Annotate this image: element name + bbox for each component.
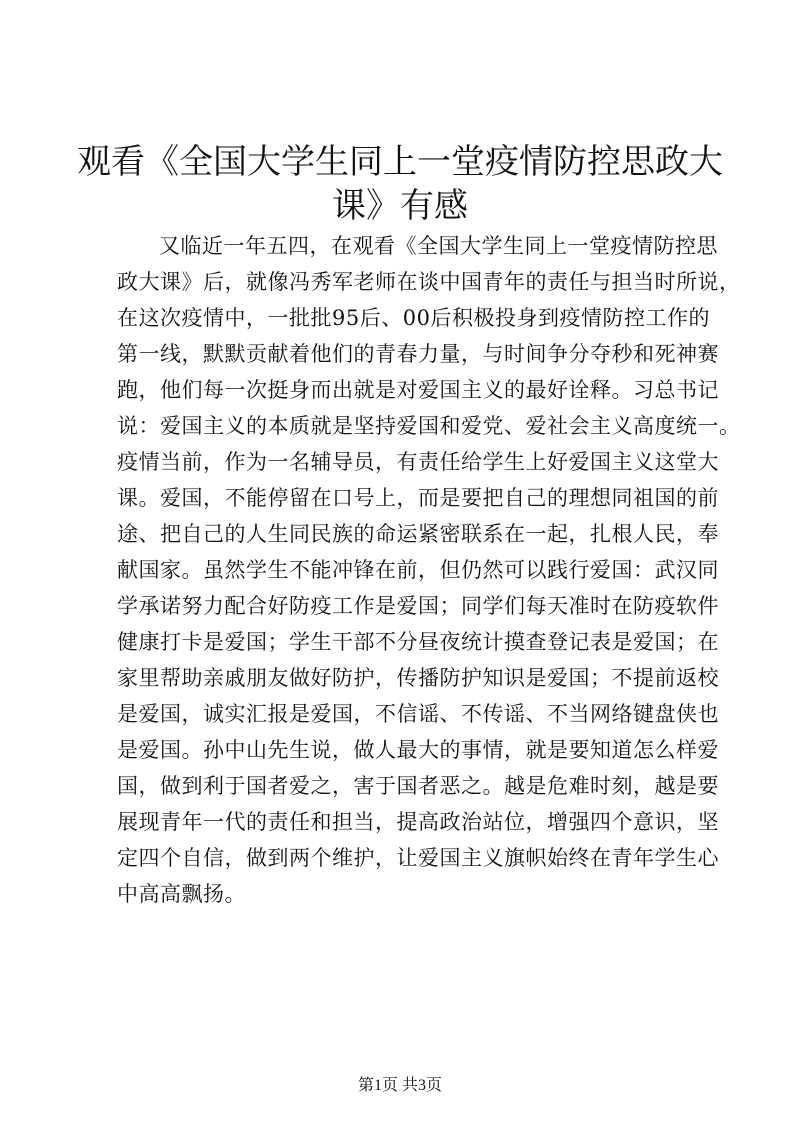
body-line: 第一线，默默贡献着他们的青春力量，与时间争分夺秒和死神赛 (117, 342, 719, 366)
body-line: 课。爱国，不能停留在口号上，而是要把自己的理想同祖国的前 (117, 486, 719, 510)
title-line: 观看《全国大学生同上一堂疫情防控思政大 (77, 142, 723, 182)
page-number-footer: 第1页 共3页 (357, 1077, 442, 1094)
body-paragraph (117, 228, 741, 912)
body-line: 疫情当前，作为一名辅导员，有责任给学生上好爱国主义这堂大 (117, 450, 719, 474)
body-line: 说：爱国主义的本质就是坚持爱国和爱党、爱社会主义高度统一。 (117, 414, 741, 438)
body-line: 展现青年一代的责任和担当，提高政治站位，增强四个意识，坚 (117, 810, 719, 834)
body-line: 途、把自己的人生同民族的命运紧密联系在一起，扎根人民，奉 (117, 522, 719, 546)
body-line: 又临近一年五四，在观看《全国大学生同上一堂疫情防控思 (159, 234, 718, 258)
body-line: 定四个自信，做到两个维护，让爱国主义旗帜始终在青年学生心 (117, 846, 719, 870)
body-line: 国，做到利于国者爱之，害于国者恶之。越是危难时刻，越是要 (117, 774, 719, 798)
document-title (0, 140, 800, 228)
body-line: 中高高飘扬。 (117, 882, 246, 906)
body-line: 是爱国，诚实汇报是爱国，不信谣、不传谣、不当网络键盘侠也 (117, 702, 719, 726)
body-line: 跑，他们每一次挺身而出就是对爱国主义的最好诠释。习总书记 (117, 378, 719, 402)
title-line: 课》有感 (332, 186, 468, 226)
body-line: 家里帮助亲戚朋友做好防护，传播防护知识是爱国；不提前返校 (117, 666, 719, 690)
body-line: 献国家。虽然学生不能冲锋在前，但仍然可以践行爱国：武汉同 (117, 558, 719, 582)
body-line: 健康打卡是爱国；学生干部不分昼夜统计摸查登记表是爱国；在 (117, 630, 719, 654)
body-line: 是爱国。孙中山先生说，做人最大的事情，就是要知道怎么样爱 (117, 738, 719, 762)
body-line: 学承诺努力配合好防疫工作是爱国；同学们每天准时在防疫软件 (117, 594, 719, 618)
body-line: 政大课》后，就像冯秀军老师在谈中国青年的责任与担当时所说， (117, 270, 741, 294)
body-line: 在这次疫情中，一批批95后、00后积极投身到疫情防控工作的 (117, 306, 710, 330)
